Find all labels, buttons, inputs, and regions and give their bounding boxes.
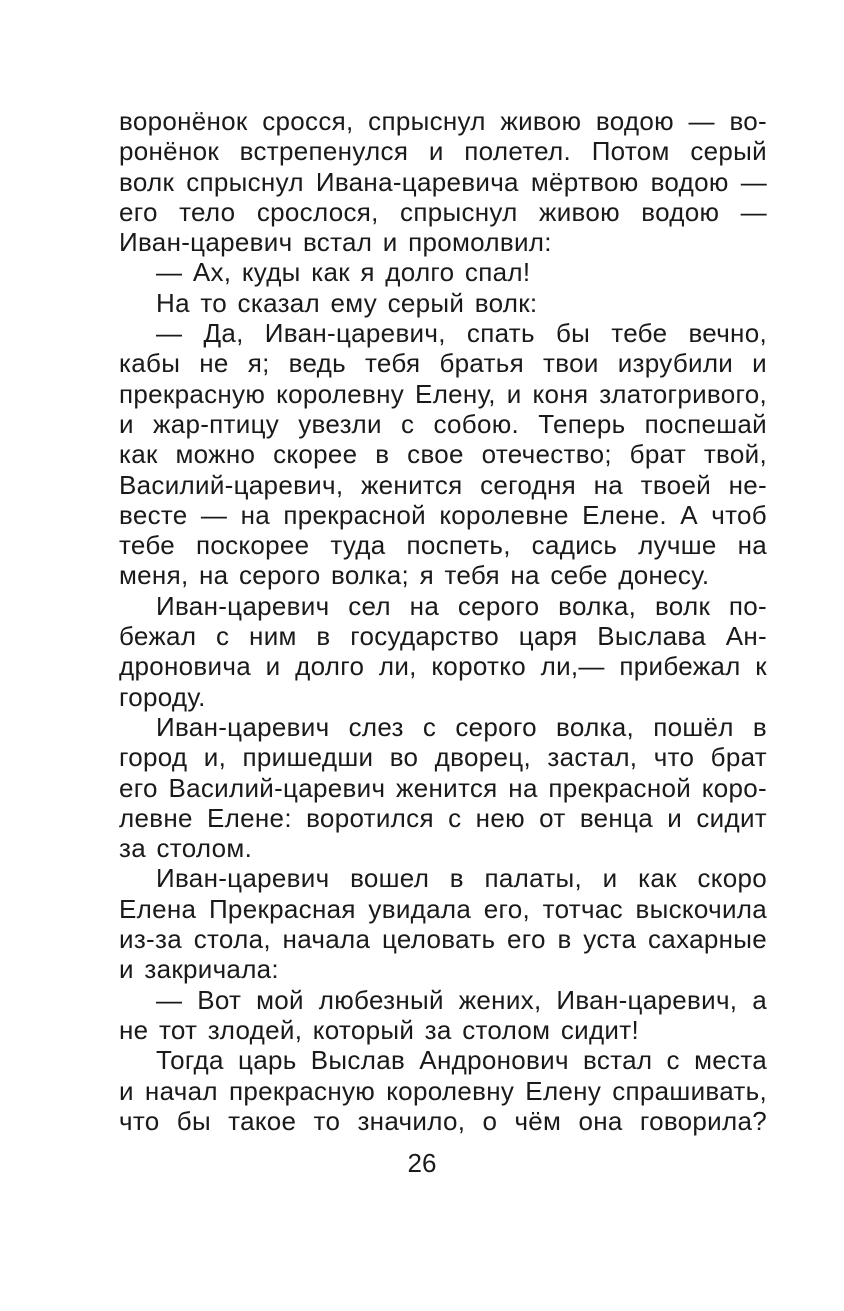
text-line: и закричала: xyxy=(119,954,279,985)
text-line: его тело срослося, спрыснул живою водою — xyxy=(119,196,767,227)
text-line: город и, пришедши во дворец, застал, что брат xyxy=(119,742,767,773)
text-line: дроновича и долго ли, коротко ли,— прибежал к xyxy=(119,651,767,682)
text-line: меня, на серого волка; я тебя на себе донесу. xyxy=(119,560,710,591)
text-line: Иван-царевич слез с серого волка, пошёл в xyxy=(156,711,767,742)
text-line: за столом. xyxy=(119,833,253,864)
text-line: левне Елене: воротился с нею от венца и сидит xyxy=(119,802,767,833)
text-line: — Ах, куды как я долго спал! xyxy=(156,257,531,288)
text-line: волк спрыснул Ивана-царевича мёртвою водою — xyxy=(119,166,767,197)
text-line: его Василий-царевич женится на прекрасной коро- xyxy=(119,772,767,803)
text-line: воронёнок сросся, спрыснул живою водою — во- xyxy=(119,106,767,136)
text-line: как можно скорее в свое отечество; брат твой, xyxy=(119,439,767,470)
text-line: На то сказал ему серый волк: xyxy=(156,287,538,318)
page-number: 26 xyxy=(407,1148,437,1178)
text-line: — Вот мой любезный жених, Иван-царевич, а xyxy=(156,984,767,1015)
text-line: не тот злодей, который за столом сидит! xyxy=(119,1014,639,1045)
text-line: из-за стола, начала целовать его в уста сахарные xyxy=(119,924,767,955)
text-line: весте — на прекрасной королевне Елене. А чтоб xyxy=(119,499,767,530)
text-line: Василий-царевич, женится сегодня на твоей не- xyxy=(119,469,767,500)
text-line: кабы не я; ведь тебя братья твои изрубили и xyxy=(119,348,767,379)
text-line: городу. xyxy=(119,681,206,712)
text-line: и жар-птицу увезли с собою. Теперь поспешай xyxy=(119,408,767,439)
text-line: — Да, Иван-царевич, спать бы тебе вечно, xyxy=(156,318,767,349)
text-line: и начал прекрасную королевну Елену спрашивать, xyxy=(119,1075,767,1106)
text-line: Иван-царевич сел на серого волка, волк по- xyxy=(156,590,767,621)
text-line: прекрасную королевну Елену, и коня златогривого, xyxy=(119,378,767,409)
text-line: ронёнок встрепенулся и полетел. Потом серый xyxy=(119,136,767,167)
text-line: Иван-царевич вошел в палаты, и как скоро xyxy=(156,863,767,894)
text-line: Иван-царевич встал и промолвил: xyxy=(119,227,552,258)
text-line: тебе поскорее туда поспеть, садись лучше на xyxy=(119,530,767,561)
page-text xyxy=(119,106,767,1136)
text-line: Тогда царь Выслав Андронович встал с места xyxy=(156,1045,767,1076)
text-line: Елена Прекрасная увидала его, тотчас выскочила xyxy=(119,893,767,924)
text-line: бежал с ним в государство царя Выслава Ан- xyxy=(119,621,767,652)
text-line: что бы такое то значило, о чём она говорила? xyxy=(119,1105,767,1136)
